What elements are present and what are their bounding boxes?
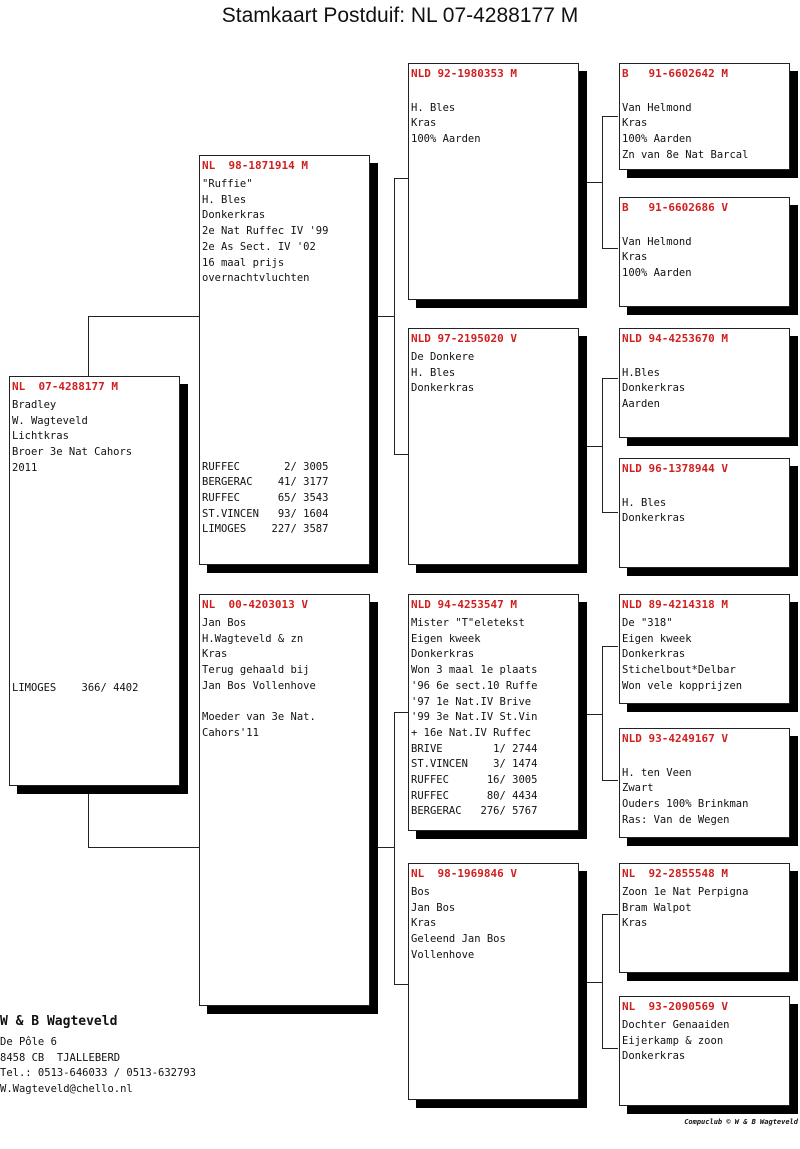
card-line: Ouders 100% Brinkman — [622, 798, 749, 811]
ring-number: NLD 89-4214318 M — [622, 598, 728, 611]
card-line: De Donkere — [411, 351, 475, 363]
connector-line — [394, 454, 408, 455]
card-line: Bradley — [12, 399, 57, 411]
card-line: De "318" — [622, 617, 673, 629]
pigeon-card-fmf — [619, 328, 790, 438]
card-line: Eigen kweek — [622, 632, 692, 645]
card-line: Vollenhove — [411, 948, 475, 961]
card-line: ST.VINCEN 3/ 1474 — [411, 758, 538, 771]
card-line: 100% Aarden — [622, 267, 692, 280]
card-line: Van Helmond — [622, 101, 692, 114]
pigeon-card-mmm — [619, 996, 790, 1106]
pigeon-card-father — [199, 155, 370, 565]
page-title: Stamkaart Postduif: NL 07-4288177 M — [221, 4, 579, 27]
card-line: Bos — [411, 886, 430, 898]
card-line: 2e Nat Ruffec IV '99 — [202, 225, 329, 238]
connector-line — [394, 712, 408, 713]
card-line: Broer 3e Nat Cahors — [12, 446, 133, 459]
card-line: + 16e Nat.IV Ruffec — [411, 726, 532, 739]
connector-line — [88, 316, 89, 376]
card-line: Kras — [622, 251, 648, 264]
card-line: H.Wagteveld & zn — [202, 632, 304, 645]
connector-line — [602, 646, 618, 647]
pigeon-card-mother-mother — [408, 863, 579, 1100]
connector-line — [602, 914, 618, 915]
card-line: overnachtvluchten — [202, 272, 310, 285]
pigeon-card-mother-father — [408, 594, 579, 831]
card-line: 16 maal prijs — [202, 256, 285, 269]
card-line: W. Wagteveld — [12, 414, 88, 427]
ring-number: NL 00-4203013 V — [202, 598, 308, 611]
card-line: H. Bles — [622, 496, 667, 509]
card-line: Ras: Van de Wegen — [622, 813, 730, 826]
card-line: Moeder van 3e Nat. — [202, 711, 316, 724]
card-line: 100% Aarden — [411, 133, 481, 146]
card-line: Donkerkras — [622, 1050, 686, 1063]
connector-line — [394, 178, 395, 454]
card-line: BERGERAC 276/ 5767 — [411, 805, 538, 818]
owner-city: 8458 CB TJALLEBERD — [0, 1051, 121, 1064]
card-line: Donkerkras — [622, 648, 686, 661]
ring-number: B 91-6602686 V — [622, 201, 728, 214]
connector-line — [88, 847, 199, 848]
connector-line — [578, 446, 602, 447]
owner-name: W & B Wagteveld — [0, 1014, 118, 1029]
card-line: Terug gehaald bij — [202, 664, 310, 677]
connector-line — [88, 316, 199, 317]
ring-number: NLD 94-4253547 M — [411, 598, 517, 611]
card-line: Cahors'11 — [202, 726, 259, 739]
card-line: '99 3e Nat.IV St.Vin — [411, 711, 538, 724]
connector-line — [88, 786, 89, 848]
connector-line — [602, 646, 603, 780]
card-line: Zwart — [622, 782, 654, 795]
card-line: LIMOGES 227/ 3587 — [202, 523, 329, 536]
card-line: Donkerkras — [411, 648, 475, 661]
card-line: H. Bles — [411, 366, 456, 379]
card-line: Zn van 8e Nat Barcal — [622, 148, 749, 161]
card-line: Zoon 1e Nat Perpigna — [622, 886, 749, 898]
card-line: Bram Walpot — [622, 901, 692, 914]
connector-line — [602, 378, 618, 379]
card-line: Donkerkras — [622, 382, 686, 395]
pigeon-card-mother — [199, 594, 370, 1006]
card-line: Stichelbout*Delbar — [622, 664, 736, 677]
card-line: "Ruffie" — [202, 178, 253, 190]
card-line: Kras — [622, 917, 648, 930]
card-line: Dochter Genaaiden — [622, 1019, 730, 1031]
card-line: Donkerkras — [202, 209, 266, 222]
pigeon-card-subject — [9, 376, 180, 786]
card-line: H. Bles — [411, 101, 456, 114]
ring-number: NL 92-2855548 M — [622, 867, 728, 880]
ring-number: NL 98-1871914 M — [202, 159, 308, 172]
ring-number: NLD 97-2195020 V — [411, 332, 517, 345]
pigeon-card-ffm — [619, 197, 790, 307]
card-line: LIMOGES 366/ 4402 — [12, 681, 139, 694]
card-line: Lichtkras — [12, 430, 69, 443]
card-line: Jan Bos — [411, 901, 456, 914]
connector-line — [369, 847, 394, 848]
connector-line — [602, 378, 603, 512]
connector-line — [602, 116, 603, 248]
connector-line — [394, 712, 395, 984]
connector-line — [369, 316, 394, 317]
card-line: Geleend Jan Bos — [411, 933, 506, 946]
connector-line — [578, 182, 602, 183]
pigeon-card-mff — [619, 594, 790, 704]
card-line: Eigen kweek — [411, 632, 481, 645]
pigeon-card-mmf — [619, 863, 790, 973]
card-line: Kras — [202, 648, 228, 661]
connector-line — [602, 1048, 618, 1049]
ring-number: B 91-6602642 M — [622, 67, 728, 80]
ring-number: NLD 93-4249167 V — [622, 732, 728, 745]
card-line: Donkerkras — [411, 382, 475, 395]
connector-line — [602, 780, 618, 781]
card-line: ST.VINCEN 93/ 1604 — [202, 507, 329, 520]
pigeon-card-father-father — [408, 63, 579, 300]
connector-line — [394, 984, 408, 985]
card-line: Mister "T"eletekst — [411, 617, 525, 629]
owner-phone: Tel.: 0513-646033 / 0513-632793 — [0, 1067, 196, 1079]
pigeon-card-fmm — [619, 458, 790, 568]
card-line: BRIVE 1/ 2744 — [411, 742, 538, 755]
card-line: Eijerkamp & zoon — [622, 1034, 724, 1047]
card-line: Won 3 maal 1e plaats — [411, 664, 538, 677]
card-line: Donkerkras — [622, 512, 686, 525]
card-line: BERGERAC 41/ 3177 — [202, 476, 329, 489]
card-line: '96 6e sect.10 Ruffe — [411, 679, 538, 692]
card-line: H. Bles — [202, 193, 247, 206]
card-line: 2e As Sect. IV '02 — [202, 240, 316, 253]
card-line: Van Helmond — [622, 235, 692, 248]
ring-number: NL 93-2090569 V — [622, 1000, 728, 1013]
card-line: 2011 — [12, 461, 38, 474]
card-line: H.Bles — [622, 366, 660, 379]
card-line: Kras — [411, 917, 437, 930]
connector-line — [578, 982, 602, 983]
pigeon-card-mfm — [619, 728, 790, 838]
software-credit: Compuclub © W & B Wagteveld — [684, 1118, 798, 1126]
card-line: Kras — [411, 117, 437, 130]
owner-email: W.Wagteveld@chello.nl — [0, 1082, 133, 1095]
card-line: Jan Bos — [202, 617, 247, 629]
card-line: Jan Bos Vollenhove — [202, 679, 316, 692]
card-line: '97 1e Nat.IV Brive — [411, 695, 532, 708]
card-line: RUFFEC 65/ 3543 — [202, 492, 329, 504]
card-line: 100% Aarden — [622, 133, 692, 146]
card-line: RUFFEC 80/ 4434 — [411, 789, 538, 802]
card-line: Kras — [622, 117, 648, 130]
ring-number: NLD 92-1980353 M — [411, 67, 517, 80]
card-line: Won vele kopprijzen — [622, 679, 743, 692]
owner-address: De Pôle 6 — [0, 1036, 57, 1048]
connector-line — [394, 178, 408, 179]
pigeon-card-fff — [619, 63, 790, 170]
connector-line — [602, 914, 603, 1048]
card-line: RUFFEC 2/ 3005 — [202, 460, 329, 473]
card-line: H. ten Veen — [622, 766, 692, 779]
connector-line — [602, 248, 618, 249]
ring-number: NL 98-1969846 V — [411, 867, 517, 880]
ring-number: NL 07-4288177 M — [12, 380, 118, 393]
connector-line — [602, 512, 618, 513]
card-line: RUFFEC 16/ 3005 — [411, 774, 538, 786]
card-line: Aarden — [622, 398, 660, 411]
connector-line — [578, 714, 602, 715]
ring-number: NLD 96-1378944 V — [622, 462, 728, 475]
owner-address-block — [0, 1014, 196, 1097]
ring-number: NLD 94-4253670 M — [622, 332, 728, 345]
connector-line — [602, 116, 618, 117]
pigeon-card-father-mother — [408, 328, 579, 565]
